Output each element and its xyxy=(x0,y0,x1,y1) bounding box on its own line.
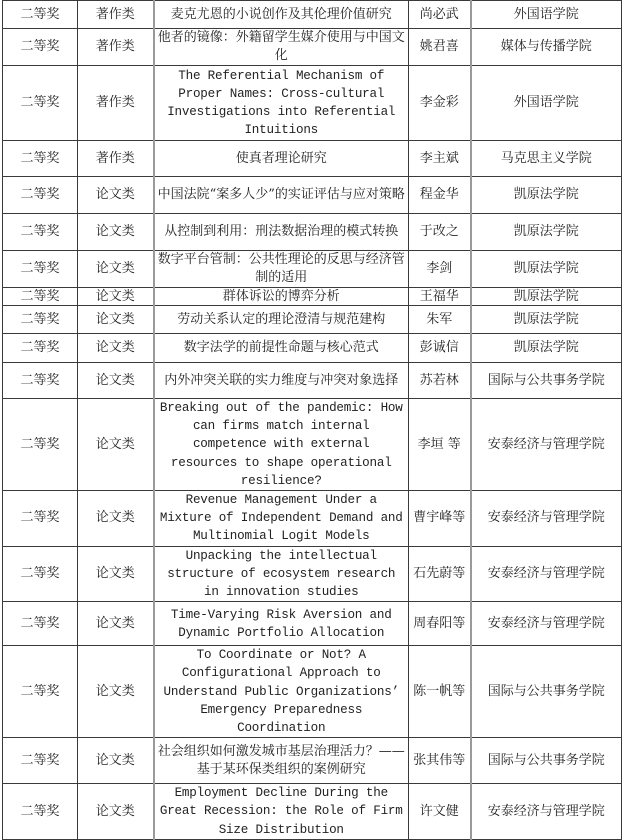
table-row xyxy=(3,177,622,214)
award-level-cell: 二等奖 xyxy=(3,646,78,738)
college-cell: 国际与公共事务学院 xyxy=(471,738,622,784)
award-level-cell: 二等奖 xyxy=(3,546,78,602)
title-cell: Breaking out of the pandemic: How can firms match internal competence with external resources to shape operational resilience? xyxy=(154,399,409,491)
category-cell: 论文类 xyxy=(78,288,154,306)
award-level-cell: 二等奖 xyxy=(3,177,78,214)
table-row xyxy=(3,29,622,66)
award-level-cell: 二等奖 xyxy=(3,491,78,547)
author-cell: 曹宇峰等 xyxy=(409,491,471,547)
category-cell: 论文类 xyxy=(78,177,154,214)
college-cell: 安泰经济与管理学院 xyxy=(471,602,622,646)
college-cell: 凯原法学院 xyxy=(471,251,622,288)
college-cell: 凯原法学院 xyxy=(471,214,622,251)
college-cell: 凯原法学院 xyxy=(471,177,622,214)
title-cell: 社会组织如何激发城市基层治理活力？——基于某环保类组织的案例研究 xyxy=(154,738,409,784)
author-cell: 于改之 xyxy=(409,214,471,251)
author-cell: 周春阳等 xyxy=(409,602,471,646)
award-level-cell: 二等奖 xyxy=(3,141,78,177)
category-cell: 论文类 xyxy=(78,334,154,363)
table-row xyxy=(3,363,622,399)
college-cell: 安泰经济与管理学院 xyxy=(471,546,622,602)
award-level-cell: 二等奖 xyxy=(3,66,78,141)
title-cell: 数字平台管制：公共性理论的反思与经济管制的适用 xyxy=(154,251,409,288)
award-level-cell: 二等奖 xyxy=(3,214,78,251)
college-cell: 凯原法学院 xyxy=(471,334,622,363)
author-cell: 彭诚信 xyxy=(409,334,471,363)
table-row xyxy=(3,602,622,646)
title-cell: Unpacking the intellectual structure of ecosystem research in innovation studies xyxy=(154,546,409,602)
award-level-cell: 二等奖 xyxy=(3,399,78,491)
table-row xyxy=(3,546,622,602)
table-row xyxy=(3,214,622,251)
author-cell: 李金彩 xyxy=(409,66,471,141)
table-row xyxy=(3,306,622,334)
college-cell: 媒体与传播学院 xyxy=(471,29,622,66)
award-level-cell: 二等奖 xyxy=(3,334,78,363)
awards-table-body xyxy=(3,1,622,840)
category-cell: 著作类 xyxy=(78,141,154,177)
author-cell: 张其伟等 xyxy=(409,738,471,784)
author-cell: 石先蔚等 xyxy=(409,546,471,602)
award-level-cell: 二等奖 xyxy=(3,29,78,66)
title-cell: 数字法学的前提性命题与核心范式 xyxy=(154,334,409,363)
table-row xyxy=(3,141,622,177)
college-cell: 外国语学院 xyxy=(471,1,622,29)
title-cell: The Referential Mechanism of Proper Names: Cross-cultural Investigations into Referential Intuitions xyxy=(154,66,409,141)
award-level-cell: 二等奖 xyxy=(3,602,78,646)
award-level-cell: 二等奖 xyxy=(3,784,78,840)
category-cell: 著作类 xyxy=(78,66,154,141)
table-row xyxy=(3,334,622,363)
title-cell: Employment Decline During the Great Recession: the Role of Firm Size Distribution xyxy=(154,784,409,840)
award-level-cell: 二等奖 xyxy=(3,738,78,784)
author-cell: 李主斌 xyxy=(409,141,471,177)
title-cell: To Coordinate or Not? A Configurational Approach to Understand Public Organizations’ Emergency Preparedness Coordination xyxy=(154,646,409,738)
category-cell: 论文类 xyxy=(78,399,154,491)
college-cell: 安泰经济与管理学院 xyxy=(471,399,622,491)
category-cell: 著作类 xyxy=(78,1,154,29)
table-row xyxy=(3,1,622,29)
category-cell: 论文类 xyxy=(78,306,154,334)
category-cell: 论文类 xyxy=(78,214,154,251)
award-level-cell: 二等奖 xyxy=(3,363,78,399)
author-cell: 苏若林 xyxy=(409,363,471,399)
award-level-cell: 二等奖 xyxy=(3,288,78,306)
college-cell: 国际与公共事务学院 xyxy=(471,646,622,738)
category-cell: 论文类 xyxy=(78,251,154,288)
college-cell: 安泰经济与管理学院 xyxy=(471,491,622,547)
category-cell: 论文类 xyxy=(78,363,154,399)
author-cell: 李垣 等 xyxy=(409,399,471,491)
awards-table xyxy=(2,0,622,840)
author-cell: 王福华 xyxy=(409,288,471,306)
college-cell: 安泰经济与管理学院 xyxy=(471,784,622,840)
college-cell: 外国语学院 xyxy=(471,66,622,141)
title-cell: 中国法院“案多人少”的实证评估与应对策略 xyxy=(154,177,409,214)
title-cell: Time-Varying Risk Aversion and Dynamic Portfolio Allocation xyxy=(154,602,409,646)
author-cell: 陈一帆等 xyxy=(409,646,471,738)
table-row xyxy=(3,784,622,840)
table-row xyxy=(3,399,622,491)
category-cell: 论文类 xyxy=(78,491,154,547)
title-cell: 他者的镜像：外籍留学生媒介使用与中国文化 xyxy=(154,29,409,66)
table-row xyxy=(3,646,622,738)
college-cell: 马克思主义学院 xyxy=(471,141,622,177)
author-cell: 尚必武 xyxy=(409,1,471,29)
college-cell: 凯原法学院 xyxy=(471,288,622,306)
category-cell: 论文类 xyxy=(78,784,154,840)
category-cell: 论文类 xyxy=(78,646,154,738)
award-level-cell: 二等奖 xyxy=(3,251,78,288)
author-cell: 程金华 xyxy=(409,177,471,214)
title-cell: 使真者理论研究 xyxy=(154,141,409,177)
author-cell: 朱军 xyxy=(409,306,471,334)
title-cell: 劳动关系认定的理论澄清与规范建构 xyxy=(154,306,409,334)
college-cell: 国际与公共事务学院 xyxy=(471,363,622,399)
title-cell: 从控制到利用：刑法数据治理的模式转换 xyxy=(154,214,409,251)
title-cell: Revenue Management Under a Mixture of Independent Demand and Multinomial Logit Models xyxy=(154,491,409,547)
table-row xyxy=(3,288,622,306)
college-cell: 凯原法学院 xyxy=(471,306,622,334)
category-cell: 论文类 xyxy=(78,738,154,784)
category-cell: 论文类 xyxy=(78,602,154,646)
title-cell: 群体诉讼的博弈分析 xyxy=(154,288,409,306)
author-cell: 李剑 xyxy=(409,251,471,288)
title-cell: 内外冲突关联的实力维度与冲突对象选择 xyxy=(154,363,409,399)
category-cell: 论文类 xyxy=(78,546,154,602)
category-cell: 著作类 xyxy=(78,29,154,66)
table-row xyxy=(3,251,622,288)
table-row xyxy=(3,66,622,141)
award-level-cell: 二等奖 xyxy=(3,306,78,334)
title-cell: 麦克尤恩的小说创作及其伦理价值研究 xyxy=(154,1,409,29)
table-row xyxy=(3,491,622,547)
table-row xyxy=(3,738,622,784)
author-cell: 姚君喜 xyxy=(409,29,471,66)
author-cell: 许文健 xyxy=(409,784,471,840)
award-level-cell: 二等奖 xyxy=(3,1,78,29)
